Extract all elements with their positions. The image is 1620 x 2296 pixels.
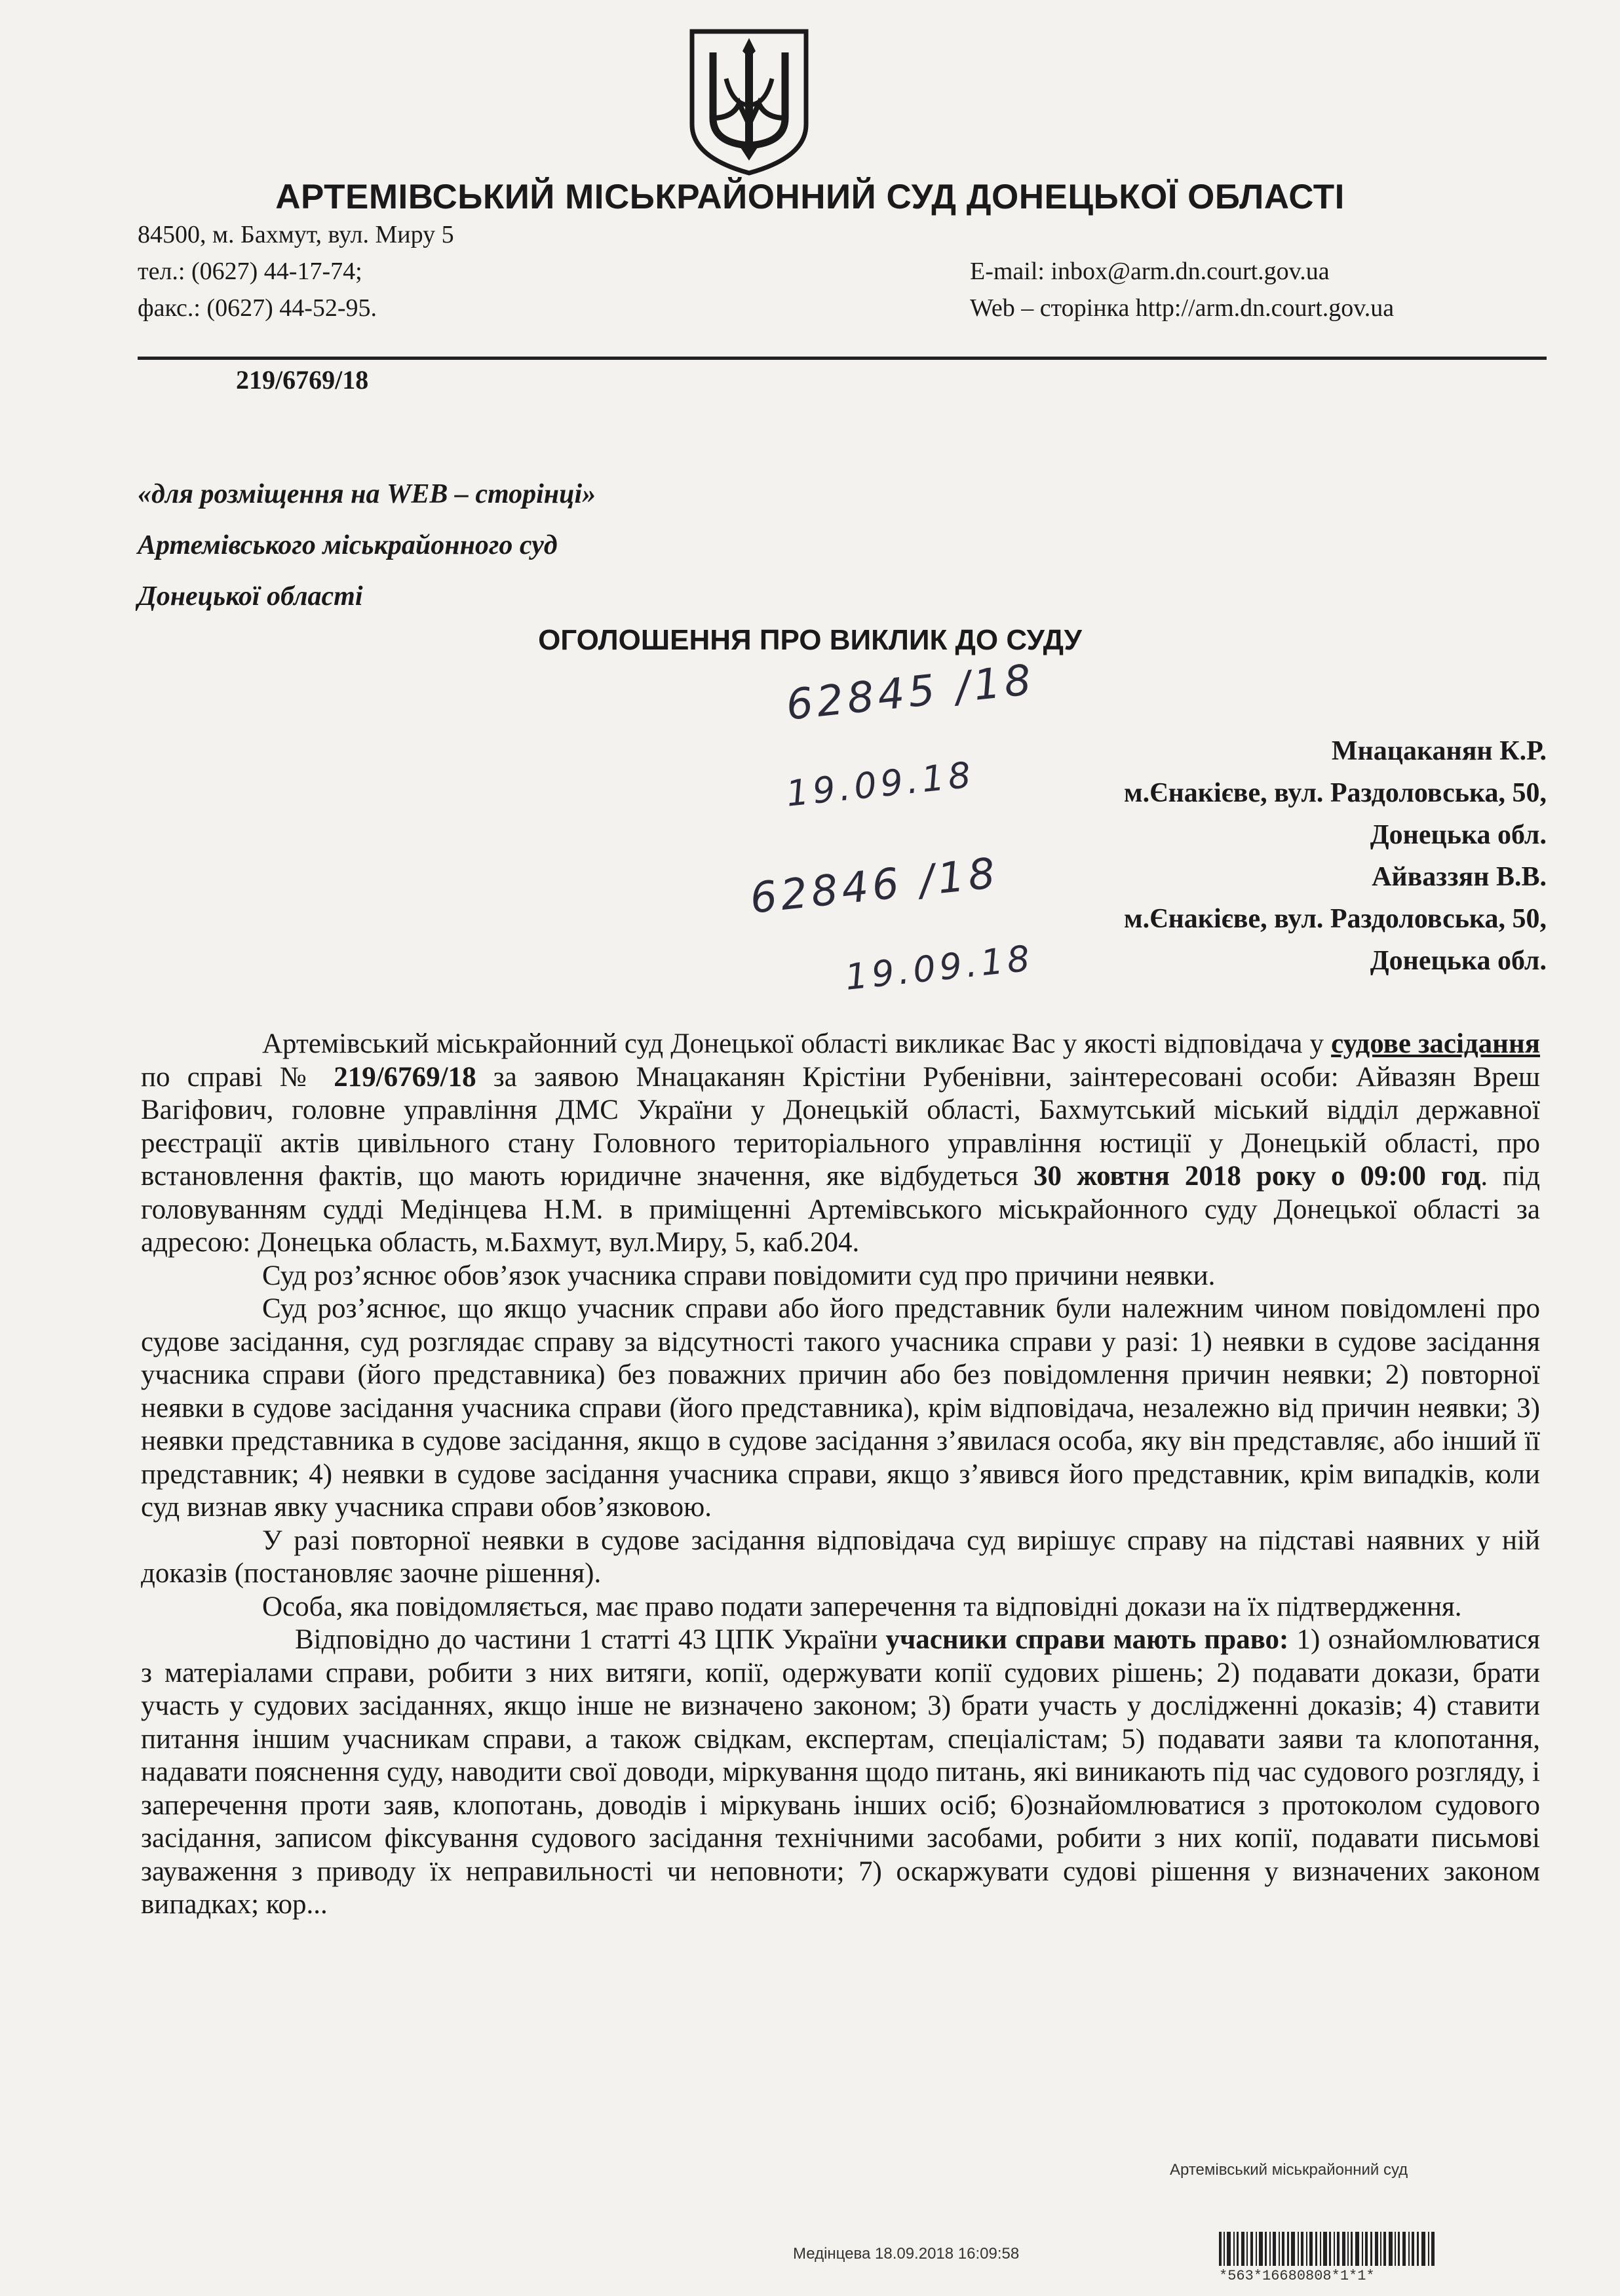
addressee-1-name: Мнацаканян К.Р. [1331,736,1547,766]
court-address: 84500, м. Бахмут, вул. Миру 5 [138,221,454,248]
registry-stamp-time: Медінцева 18.09.2018 16:09:58 [793,2245,1020,2263]
handwritten-number-2: 62846 /18 [748,849,1001,924]
addressee-1-address: м.Єнакієве, вул. Раздоловська, 50, [1124,778,1547,808]
addressee-2-name: Айваззян В.В. [1372,862,1547,892]
web-notice-line1: «для розміщення на WEB – сторінці» [138,479,596,509]
paragraph-participant-rights: Відповідно до частини 1 статті 43 ЦПК України учасники справи мають право: 1) ознайомлюватися з матеріалами справи, робити з них витяги, копії, одержувати копії судових рішень; 2) подавати докази, брати участь у судових засіданнях, якщо інше не визначено законом; 3) брати участь у дослідженні доказів; 4) ставити питання іншим учасникам справи, а також свідкам, експертам, спеціалістам; 5) подавати заяви та клопотання, надавати пояснення суду, наводити свої доводи, міркування щодо питань, які виникають під час судового розгляду, і заперечення проти заяв, клопотань, доводів і міркувань інших осіб; 6)ознайомлюватися з протоколом судового засідання, записом фіксування судового засідання технічними засобами, робити з них копії, подавати письмові зауваження з приводу їх неправильності чи неповноти; 7) оскаржувати судові рішення у визначених законом випадках; кор... [141,1624,1541,1920]
web-notice-line2: Артемівського міськрайонного суд [138,530,558,560]
court-phone: тел.: (0627) 44-17-74; [138,258,362,285]
paragraph-absence: Суд роз’яснює, що якщо учасник справи або його представник були належним чином повідомлені про судове засідання, суд розглядає справу за відсутності такого учасника справи у разі: 1) неявки в судове засідання учасника справи (його представника) без поважних причин або без повідомлення причин неявки; 2) повторної неявки в судове засідання учасника справи (його представника), крім відповідача, незалежно від причин неявки; 3) неявки представника в судове засідання, якщо в судове засідання з’явилася особа, яку він представляє, або інший її представник; 4) неявки в судове засідання учасника справи, якщо з’явився його представник, крім випадків, коли суд визнав явку учасника справи обов’язковою. [141,1293,1540,1523]
court-name: АРТЕМІВСЬКИЙ МІСЬКРАЙОННИЙ СУД ДОНЕЦЬКОЇ ОБЛАСТІ [275,178,1345,216]
court-web: Web – сторінка http://arm.dn.court.gov.ua [970,294,1395,322]
contact-right [970,253,1394,326]
court-fax: факс.: (0627) 44-52-95. [138,294,377,322]
paragraph-summons: Артемівський міськрайонний суд Донецької області викликає Вас у якості відповідача у судове засідання по справі № 219/6769/18 за заявою Мнацаканян Крістіни Рубенівни, заінтересовані особи: Айвазян Вреш Вагіфович, головне управління ДМС України у Донецькій області, Бахмутський міський відділ державної реєстрації актів цивільного стану Головного територіального управління юстиції у Донецькій області, про встановлення фактів, що мають юридичне значення, яке відбудеться 30 жовтня 2018 року о 09:00 год. під головуванням судді Медінцева Н.М. в приміщенні Артемівського міськрайонного суду Донецької області за адресою: Донецька область, м.Бахмут, вул.Миру, 5, каб.204. [141,1028,1540,1258]
contact-left [138,216,454,326]
court-email: E-mail: inbox@arm.dn.court.gov.ua [970,258,1330,285]
hearing-date: 30 жовтня 2018 року о 09:00 год [1033,1161,1481,1192]
addressee-2-address: м.Єнакієве, вул. Раздоловська, 50, [1124,904,1547,934]
case-number: 219/6769/18 [236,365,369,395]
header-divider [138,357,1547,360]
body-case-number: 219/6769/18 [334,1061,476,1093]
handwritten-date-1: 19.09.18 [784,754,977,815]
addressee-2-region: Донецька обл. [1370,946,1547,976]
handwritten-date-2: 19.09.18 [843,937,1036,998]
paragraph-repeat-absence: У разі повторної неявки в судове засідання відповідача суд вирішує справу на підставі наявних у ній доказів (постановляє заочне рішення). [141,1525,1540,1589]
handwritten-number-1: 62845 /18 [784,655,1037,730]
paragraph-objection-right: Особа, яка повідомляється, має право подати заперечення та відповідні докази на їх підтвердження. [262,1591,1462,1622]
paragraph-obligation: Суд роз’яснює обов’язок учасника справи повідомити суд про причини неявки. [262,1260,1216,1291]
web-notice [138,469,596,622]
addressees-block [1124,730,1547,982]
notice-body [141,1028,1540,1922]
barcode-number: *563*16680808*1*1* [1219,2268,1375,2284]
trident-emblem-icon [687,26,811,177]
court-hearing-underlined: судове засідання [1331,1028,1540,1059]
addressee-1-region: Донецька обл. [1370,820,1547,850]
registry-stamp-court: Артемівський міськрайонний суд [1170,2161,1408,2179]
barcode-icon [1219,2232,1435,2266]
notice-title: ОГОЛОШЕННЯ ПРО ВИКЛИК ДО СУДУ [538,624,1082,656]
web-notice-line3: Донецької області [138,581,363,612]
